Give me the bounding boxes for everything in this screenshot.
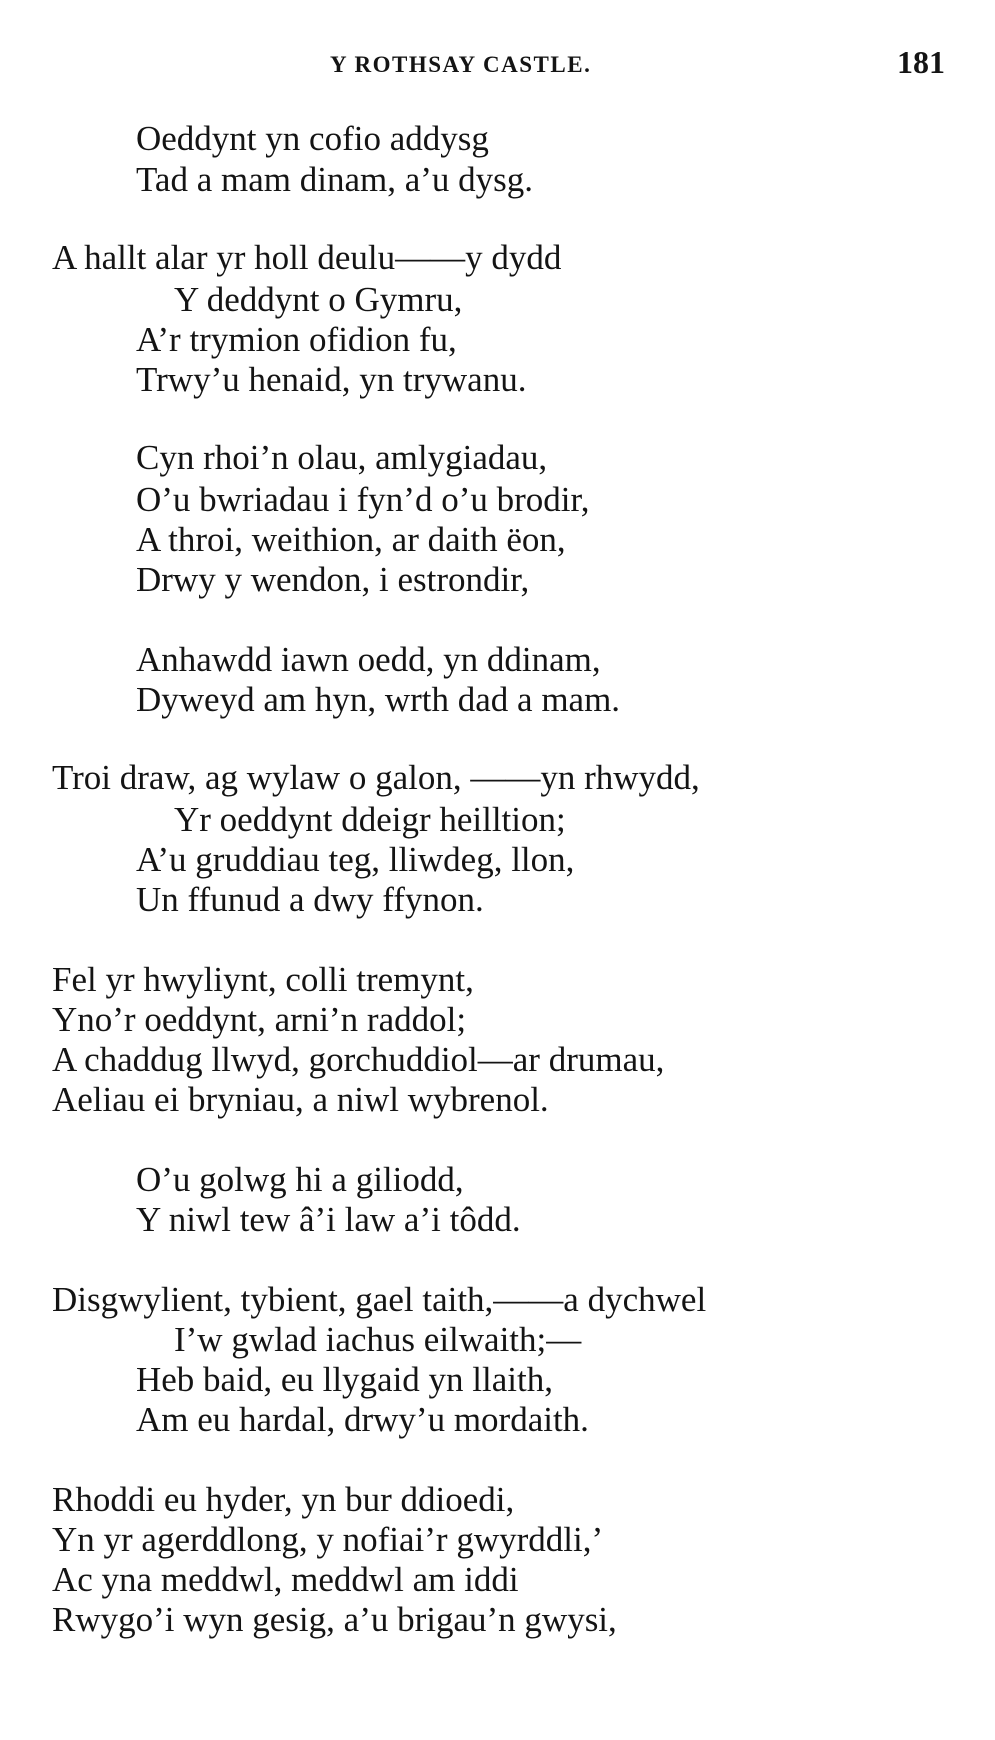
poem-line: A’u gruddiau teg, lliwdeg, llon, (136, 840, 575, 879)
page-number: 181 (897, 44, 945, 80)
poem-line: Cyn rhoi’n olau, amlygiadau, (136, 438, 548, 477)
poem-line: O’u bwriadau i fyn’d o’u brodir, (136, 480, 590, 519)
poem-line: Yno’r oeddynt, arni’n raddol; (52, 1000, 467, 1039)
poem-line: Y deddynt o Gymru, (174, 280, 463, 319)
poem-line: A chaddug llwyd, gorchuddiol—ar drumau, (52, 1040, 665, 1079)
poem-line: Anhawdd iawn oedd, yn ddinam, (136, 640, 601, 679)
poem-line: Heb baid, eu llygaid yn llaith, (136, 1360, 553, 1399)
poem-line: A throi, weithion, ar daith ëon, (136, 520, 566, 559)
poem-line: Am eu hardal, drwy’u mordaith. (136, 1400, 589, 1439)
poem-line: A’r trymion ofidion fu, (136, 320, 457, 359)
poem-line: Oeddynt yn cofio addysg (136, 119, 489, 158)
poem-line: Dyweyd am hyn, wrth dad a mam. (136, 680, 621, 719)
poem-line: A hallt alar yr holl deulu——y dydd (52, 238, 562, 277)
poem-line: Rwygo’i wyn gesig, a’u brigau’n gwysi, (52, 1600, 617, 1639)
running-title: Y ROTHSAY CASTLE. (330, 52, 592, 77)
poem-line: Troi draw, ag wylaw o galon, ——yn rhwydd, (52, 758, 700, 797)
poem-line: Aeliau ei bryniau, a niwl wybrenol. (52, 1080, 549, 1119)
poem-line: Fel yr hwyliynt, colli tremynt, (52, 960, 474, 999)
poem-line: Tad a mam dinam, a’u dysg. (136, 160, 534, 199)
poem-line: O’u golwg hi a giliodd, (136, 1160, 464, 1199)
poem-line: I’w gwlad iachus eilwaith;— (174, 1320, 582, 1359)
poem-line: Trwy’u henaid, yn trywanu. (136, 360, 527, 399)
poem-line: Disgwylient, tybient, gael taith,——a dychwel (52, 1280, 707, 1319)
poem-line: Drwy y wendon, i estrondir, (136, 560, 530, 599)
poem-line: Yn yr agerddlong, y nofiai’r gwyrddli,’ (52, 1520, 604, 1559)
poem-line: Yr oeddynt ddeigr heilltion; (174, 800, 566, 839)
poem-line: Rhoddi eu hyder, yn bur ddioedi, (52, 1480, 515, 1519)
poem-line: Y niwl tew â’i law a’i tôdd. (136, 1200, 521, 1239)
poem-line: Ac yna meddwl, meddwl am iddi (52, 1560, 519, 1599)
poem-line: Un ffunud a dwy ffynon. (136, 880, 484, 919)
